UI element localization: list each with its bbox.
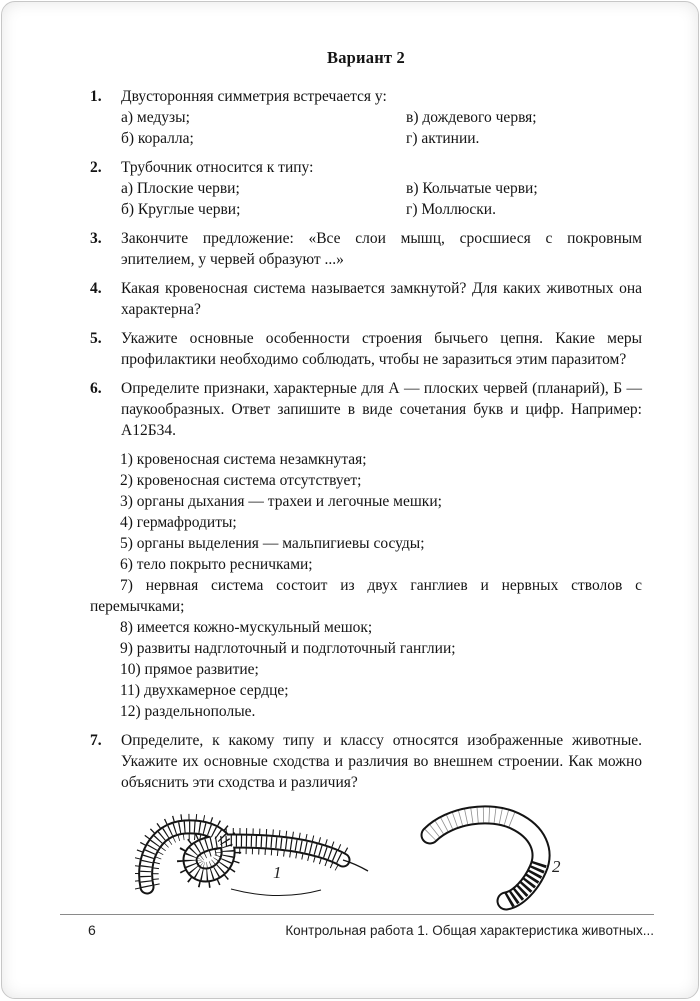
question-6-item-5: 5) органы выделения — мальпигиевы сосуды; <box>120 535 425 552</box>
document-page <box>1 1 699 999</box>
question-1-option-v: в) дождевого червя; <box>406 109 537 126</box>
question-6-item-8: 8) имеется кожно-мускульный мешок; <box>120 619 373 636</box>
question-4-number: 4. <box>90 280 102 297</box>
question-2-number: 2. <box>90 159 102 176</box>
question-5-number: 5. <box>90 330 102 347</box>
question-4-text: Какая кровеносная система называется замкнутой? Для каких животных она характерна? <box>121 280 642 318</box>
question-2-option-a: а) Плоские черви; <box>121 180 240 197</box>
question-2-text: Трубочник относится к типу: <box>121 159 314 176</box>
question-2-body <box>121 157 642 220</box>
footer-page-number: 6 <box>88 922 96 938</box>
question-3 <box>90 228 642 270</box>
worm-illustration-1 <box>135 801 370 906</box>
question-1-option-g: г) актинии. <box>406 130 480 147</box>
question-7-text: Определите, к какому типу и классу относятся изображенные животные. Укажите их основные сходства и различия во внешнем строении. Как можно объяснить эти сходства и различия? <box>121 732 642 791</box>
question-6-item-4: 4) гермафродиты; <box>120 514 237 531</box>
worm-1-tail-thread <box>231 889 321 896</box>
question-3-number: 3. <box>90 230 102 247</box>
question-2 <box>90 157 642 220</box>
question-6-item-12: 12) раздельнополые. <box>120 703 256 720</box>
footer-running-title: Контрольная работа 1. Общая характеристика животных... <box>285 923 654 938</box>
question-1-option-a: а) медузы; <box>121 109 190 126</box>
question-2-option-g: г) Моллюски. <box>406 201 496 218</box>
variant-title: Вариант 2 <box>327 48 405 67</box>
question-6-text: Определите признаки, характерные для А — плоских червей (планарий), Б — паукообразных. Ответ запишите в виде сочетания букв и цифр. Например: А12Б34. <box>121 380 642 439</box>
question-1-body <box>121 86 642 149</box>
question-6-item-1: 1) кровеносная система незамкнутая; <box>120 451 367 468</box>
question-3-text: Закончите предложение: «Все слои мышц, сросшиеся с покровным эпителием, у червей образуют ...» <box>121 230 642 268</box>
question-1-number: 1. <box>90 88 102 105</box>
page-content <box>90 48 642 913</box>
question-6-item-6: 6) тело покрыто ресничками; <box>120 556 313 573</box>
question-5 <box>90 328 642 370</box>
question-7 <box>90 730 642 793</box>
question-2-option-b: б) Круглые черви; <box>121 201 241 218</box>
question-6-items <box>90 449 642 722</box>
question-6-item-11: 11) двухкамерное сердце; <box>120 682 289 699</box>
question-2-option-v: в) Кольчатые черви; <box>406 180 538 197</box>
figure-label-2: 2 <box>552 857 561 876</box>
question-1-option-b: б) коралла; <box>121 130 194 147</box>
worm-2-body-fill <box>430 815 541 901</box>
question-6 <box>90 378 642 441</box>
question-6-number: 6. <box>90 380 102 397</box>
page-footer <box>60 914 654 938</box>
question-6-item-7: 7) нервная система состоит из двух ганглиев и нервных стволов с перемычками; <box>90 577 642 615</box>
question-1-text: Двусторонняя симметрия встречается у: <box>121 88 387 105</box>
figure-label-1: 1 <box>273 863 282 882</box>
question-6-item-10: 10) прямое развитие; <box>120 661 259 678</box>
question-1 <box>90 86 642 149</box>
worm-illustration-2 <box>420 801 565 911</box>
question-4 <box>90 278 642 320</box>
question-6-item-2: 2) кровеносная система отсутствует; <box>120 472 362 489</box>
figure-worms <box>90 801 642 913</box>
question-6-item-3: 3) органы дыхания — трахеи и легочные мешки; <box>120 493 442 510</box>
question-5-text: Укажите основные особенности строения бычьего цепня. Какие меры профилактики необходимо соблюдать, чтобы не заразиться этим паразитом? <box>121 330 642 368</box>
question-1-options <box>121 107 642 149</box>
question-6-item-9: 9) развиты надглоточный и подглоточный ганглии; <box>120 640 456 657</box>
question-7-number: 7. <box>90 732 102 749</box>
question-2-options <box>121 178 642 220</box>
